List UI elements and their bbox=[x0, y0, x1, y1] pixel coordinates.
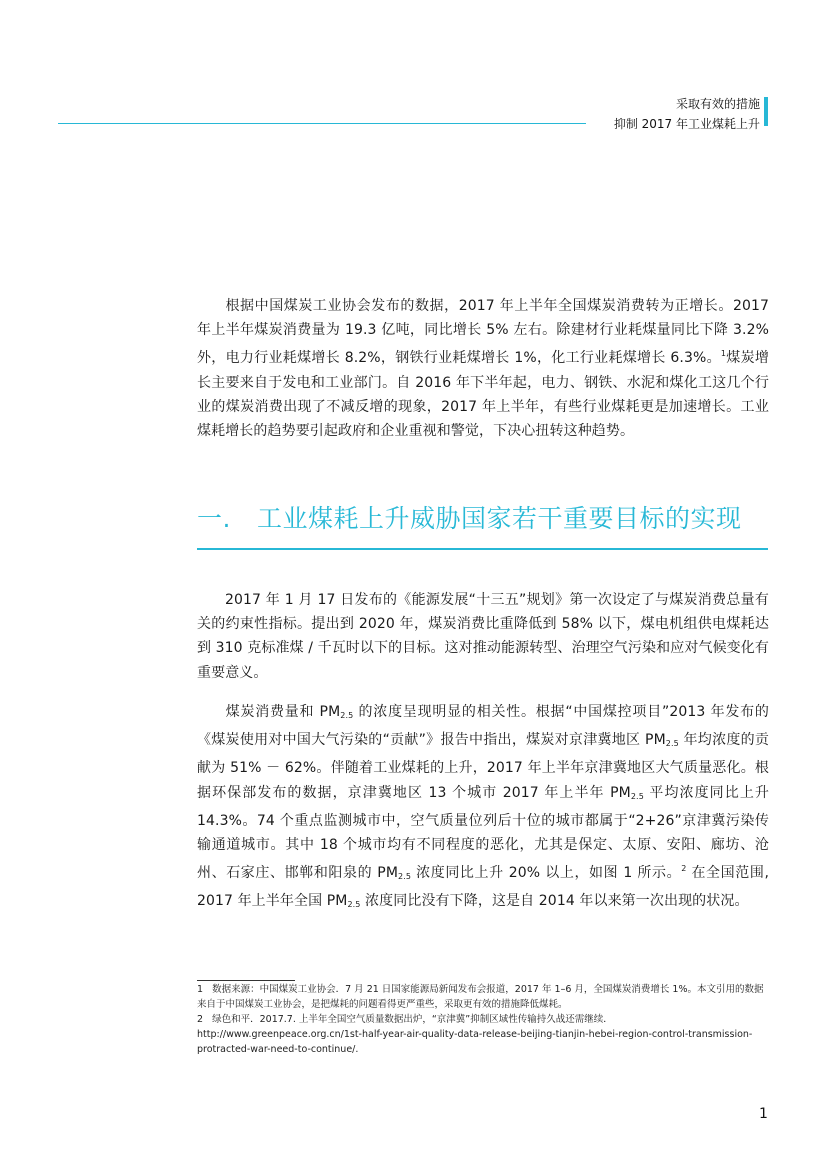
footnote-2 bbox=[197, 1012, 769, 1057]
page-number: 1 bbox=[759, 1106, 768, 1122]
pm25-term: $PM_{2.5}$ bbox=[645, 732, 679, 749]
footnote-number: 2 bbox=[197, 1014, 204, 1025]
pm25-term: $PM_{2.5}$ bbox=[610, 784, 644, 801]
intro-text-part2: 煤炭增长主要来自于发电和工业部门。自 2016 年下半年起，电力、钢铁、水泥和煤化工这几个行业的煤炭消费出现了不减反增的现象，2017 年上半年，有些行业煤耗更是加速增长。工业煤耗增长的趋势要引起政府和企业重视和警觉，下决心扭转这种趋势。 bbox=[197, 350, 769, 440]
p2-text-6: 在全国范围, 2017 年上半年全国 bbox=[197, 865, 770, 910]
running-header bbox=[614, 94, 760, 134]
running-header-title: 采取有效的措施 bbox=[675, 97, 760, 111]
p2-text-2: 的浓度呈现明显的相关性。根据“中国煤控项目”2013 年发布的《煤炭使用对中国大气污染的“贡献”》报告中指出，煤炭对京津冀地区 bbox=[197, 704, 769, 749]
section-number: 一. bbox=[197, 504, 231, 533]
footnote-1 bbox=[197, 982, 769, 1012]
pm25-term: $PM_{2.5}$ bbox=[377, 865, 412, 882]
running-header-subtitle: 抑制 2017 年工业煤耗上升 bbox=[613, 117, 760, 131]
p2-text-3: 年均浓度的贡献为 51% － 62%。伴随着工业煤耗的上升，2017 年上半年京津冀地区大气质量恶化。根据环保部发布的数据，京津冀地区 13 个城市 2017 年上半年 bbox=[197, 732, 769, 801]
header-accent-bar bbox=[764, 97, 768, 126]
footnote-rule bbox=[197, 980, 295, 981]
paragraph-1-text: 2017 年 1 月 17 日发布的《能源发展“十三五”规划》第一次设定了与煤炭消费总量有关的约束性指标。提出到 2020 年，煤炭消费比重降低到 58% 以下，煤电机组供电煤耗达到 310 克标准煤 / 千瓦时以下的目标。这对推动能源转型、治理空气污染和应对气候变化有重要意义。 bbox=[197, 592, 769, 681]
footnote-number: 1 bbox=[197, 984, 204, 995]
pm25-term: $PM_{2.5}$ bbox=[319, 704, 354, 720]
section-title: 工业煤耗上升威胁国家若干重要目标的实现 bbox=[257, 504, 742, 533]
p2-text-5: 浓度同比上升 20% 以上，如图 1 所示。 bbox=[411, 865, 682, 882]
p2-text-1: 煤炭消费量和 bbox=[225, 704, 320, 720]
header-rule bbox=[58, 123, 586, 124]
intro-text-part1: 根据中国煤炭工业协会发布的数据，2017 年上半年全国煤炭消费转为正增长。2017 年上半年煤炭消费量为 19.3 亿吨，同比增长 5% 左右。除建材行业耗煤量同比下降 3.2% 外，电力行业耗煤增长 8.2%，钢铁行业耗煤增长 1%，化工行业耗煤增长 6.3%。 bbox=[197, 298, 769, 367]
footnote-ref-1[interactable]: 1 bbox=[720, 349, 727, 359]
body-paragraph-1 bbox=[197, 588, 769, 685]
footnote-text: 绿色和平．2017.7. 上半年全国空气质量数据出炉，“京津冀”抑制区域性传输持久战还需继续．http://www.greenpeace.org.cn/1st-half-year-air-quality-data-release-beijing-tianjin-hebei-region-control-transmission-protracted-war-need-to-continue/. bbox=[197, 1014, 753, 1055]
footnote-ref-2[interactable]: 2 bbox=[681, 864, 687, 874]
body-paragraph-2 bbox=[197, 700, 769, 918]
pm25-term: $PM_{2.5}$ bbox=[326, 893, 361, 910]
p2-text-7: 浓度同比没有下降，这是自 2014 年以来第一次出现的状况。 bbox=[360, 893, 749, 910]
intro-paragraph bbox=[197, 294, 769, 443]
section-heading bbox=[197, 499, 742, 535]
p2-text-4: 平均浓度同比上升 14.3%。74 个重点监测城市中，空气质量位列后十位的城市都属于“2+26”京津冀污染传输通道城市。其中 18 个城市均有不同程度的恶化，尤其是保定、太原、安阳、廊坊、沧州、石家庄、邯郸和阳泉的 bbox=[197, 784, 769, 882]
section-rule bbox=[197, 548, 768, 550]
footnotes bbox=[197, 982, 769, 1057]
footnote-text: 数据来源：中国煤炭工业协会．7 月 21 日国家能源局新闻发布会报道，2017 年 1–6 月，全国煤炭消费增长 1%。本文引用的数据来自于中国煤炭工业协会，是把煤耗的问题看得更严重些，采取更有效的措施降低煤耗。 bbox=[197, 984, 764, 1010]
